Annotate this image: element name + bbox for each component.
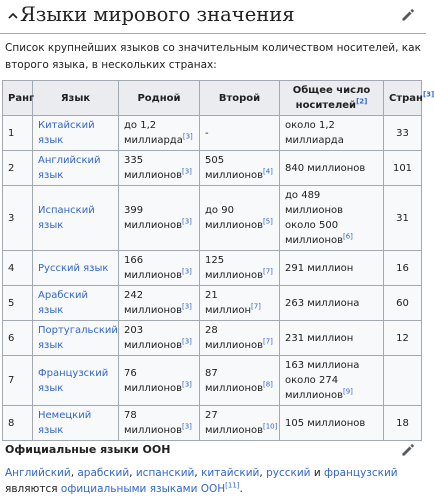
table-header-row <box>3 81 422 116</box>
total-cell <box>280 321 384 356</box>
native-value-wrap <box>124 168 194 183</box>
native-value-wrap <box>124 338 194 353</box>
language-cell <box>33 286 119 321</box>
footnote-ref[interactable]: [3] <box>182 422 192 431</box>
footnote-ref[interactable]: [10] <box>263 422 278 431</box>
language-cell <box>33 406 119 441</box>
second-cell <box>200 151 280 186</box>
section-title: Языки мирового значения <box>20 3 295 26</box>
footnote-ref[interactable]: [3] <box>182 302 192 311</box>
second-cell <box>200 406 280 441</box>
total-cell <box>280 286 384 321</box>
countries-cell: 16 <box>384 251 422 286</box>
table-row <box>3 186 422 251</box>
separator: , <box>194 467 202 479</box>
total-value-line: 291 миллион <box>285 262 354 274</box>
header-countries-label: Стран <box>389 92 423 104</box>
native-value-line: миллионов <box>124 340 182 351</box>
countries-cell: 31 <box>384 186 422 251</box>
header-second[interactable]: Второй <box>200 81 280 116</box>
second-value-line: миллионов <box>205 220 263 231</box>
second-cell <box>200 321 280 356</box>
native-value-line: миллионов <box>124 170 182 181</box>
total-cell <box>280 406 384 441</box>
second-value-line: миллионов <box>205 170 263 181</box>
language-link[interactable]: Французский язык <box>38 367 109 394</box>
native-value-line: 242 <box>124 290 144 301</box>
footnote-ref[interactable]: [2] <box>356 97 368 106</box>
native-cell <box>119 356 200 406</box>
language-cell <box>33 321 119 356</box>
language-cell <box>33 116 119 151</box>
language-link[interactable]: Португальский язык <box>38 325 118 351</box>
lang-link[interactable]: испанский <box>135 467 195 479</box>
native-cell <box>119 251 200 286</box>
second-value-line: 505 <box>205 155 225 166</box>
un-languages-paragraph <box>5 465 415 497</box>
second-value-line: 125 <box>205 255 225 266</box>
pencil-icon[interactable] <box>400 7 416 23</box>
language-link[interactable]: Испанский язык <box>38 205 95 231</box>
total-value-wrap <box>285 388 378 403</box>
total-value-line: 840 миллионов <box>285 162 366 174</box>
native-value-line: 203 <box>124 325 144 336</box>
native-value-line: 335 <box>124 155 144 166</box>
rank-cell: 1 <box>3 116 33 151</box>
separator: , <box>259 467 267 479</box>
second-cell <box>200 251 280 286</box>
section-divider <box>0 33 426 34</box>
second-value-wrap <box>205 338 274 353</box>
header-total-label: Общее число носителей <box>292 85 371 111</box>
native-value-line: 166 <box>124 255 144 266</box>
rank-cell: 2 <box>3 151 33 186</box>
language-cell <box>33 356 119 406</box>
second-cell <box>200 186 280 251</box>
rank-cell: 7 <box>3 356 33 406</box>
native-value-line: миллионов <box>124 425 182 436</box>
countries-cell: 12 <box>384 321 422 356</box>
native-value-wrap <box>124 268 194 283</box>
section-header[interactable] <box>0 0 426 34</box>
conjunction: и <box>310 467 324 479</box>
total-value-line: до 489 миллионов <box>285 190 343 216</box>
table-row <box>3 151 422 186</box>
native-value-wrap <box>124 423 194 438</box>
lang-link[interactable]: французский <box>323 467 398 479</box>
text-end: . <box>239 483 243 495</box>
total-cell <box>280 151 384 186</box>
total-cell <box>280 116 384 151</box>
language-link[interactable]: Немецкий язык <box>38 410 92 436</box>
total-value-line: миллиарда <box>285 135 344 146</box>
total-value-line: миллионов <box>285 235 343 246</box>
total-value-line: 163 миллиона <box>285 360 360 371</box>
languages-table <box>2 80 434 441</box>
total-value-line: 231 миллион <box>285 332 354 344</box>
chevron-up-icon[interactable] <box>6 9 20 23</box>
total-value-line: 105 миллионов <box>285 417 366 429</box>
total-value-line: около 500 <box>285 220 339 231</box>
countries-cell <box>384 356 422 406</box>
native-cell <box>119 186 200 251</box>
native-value-wrap <box>124 303 194 318</box>
total-value-line: около 1,2 <box>285 120 335 131</box>
footnote-ref[interactable]: [7] <box>263 337 273 346</box>
table-row <box>3 251 422 286</box>
text-tail: являются <box>5 483 61 495</box>
total-value-line: около 274 <box>285 375 339 386</box>
second-value-line: 21 миллион <box>205 290 251 316</box>
table-row <box>3 356 422 406</box>
footnote-ref[interactable]: [11] <box>225 481 240 490</box>
second-value-line: миллионов <box>205 270 263 281</box>
language-link[interactable]: Английский язык <box>38 155 101 181</box>
second-value-line: 28 <box>205 325 218 336</box>
total-cell <box>280 356 384 406</box>
footnote-ref[interactable]: [3] <box>182 380 192 389</box>
countries-cell: 33 <box>384 116 422 151</box>
total-cell <box>280 251 384 286</box>
native-value-line: миллионов <box>124 382 182 394</box>
native-value-line: миллиарда <box>124 135 183 146</box>
rank-cell: 6 <box>3 321 33 356</box>
table-row <box>3 286 422 321</box>
footnote-ref[interactable]: [3] <box>182 167 192 176</box>
second-value-line: 27 <box>205 410 218 421</box>
language-link[interactable]: Китайский язык <box>38 120 95 146</box>
footnote-ref[interactable]: [9] <box>343 387 353 396</box>
second-value-wrap <box>205 218 274 233</box>
footnote-ref[interactable]: [8] <box>263 380 273 389</box>
native-value-line: 399 <box>124 205 144 216</box>
native-value-wrap <box>124 133 194 148</box>
second-value-line: 87 <box>205 367 218 379</box>
language-cell <box>33 251 119 286</box>
second-cell <box>200 116 280 151</box>
rank-cell: 8 <box>3 406 33 441</box>
countries-cell: 101 <box>384 151 422 186</box>
table-row <box>3 406 422 441</box>
native-value-wrap <box>124 381 194 396</box>
footnote-ref[interactable]: [4] <box>263 167 273 176</box>
pencil-icon[interactable] <box>400 442 416 458</box>
second-cell <box>200 356 280 406</box>
header-language[interactable]: Язык <box>33 81 119 116</box>
second-value-wrap <box>205 422 278 438</box>
table-row <box>3 116 422 151</box>
intro-paragraph: Список крупнейших языков со значительным количеством носителей, как второго языка, в нескольких странах: <box>5 42 421 71</box>
second-value-wrap <box>205 381 274 396</box>
second-cell <box>200 286 280 321</box>
header-native[interactable]: Родной <box>119 81 200 116</box>
official-languages-link[interactable]: официальными языками ООН <box>60 483 226 495</box>
second-value-wrap <box>205 268 274 283</box>
countries-cell: 60 <box>384 286 422 321</box>
footnote-ref[interactable]: [3] <box>182 217 192 226</box>
footnote-ref[interactable]: [7] <box>250 302 261 311</box>
language-link[interactable]: Арабский язык <box>38 290 89 316</box>
footnote-ref[interactable]: [6] <box>343 232 353 241</box>
footnote-ref[interactable]: [3] <box>182 267 192 276</box>
total-value-line: 263 миллиона <box>285 297 360 309</box>
language-cell <box>33 186 119 251</box>
lang-link[interactable]: Английский <box>5 467 71 479</box>
second-value-wrap <box>205 168 274 183</box>
language-link[interactable]: Русский язык <box>38 262 109 274</box>
native-cell <box>119 286 200 321</box>
table-row <box>3 321 422 356</box>
native-cell <box>119 406 200 441</box>
separator: , <box>70 467 78 479</box>
lang-link[interactable]: русский <box>266 467 311 479</box>
second-value-line: миллионов <box>205 425 263 436</box>
rank-cell: 4 <box>3 251 33 286</box>
native-value-line: до 1,2 <box>124 120 157 131</box>
footnote-ref[interactable]: [3] <box>422 90 434 99</box>
native-cell <box>119 321 200 356</box>
un-languages-title: Официальные языки ООН <box>5 443 171 456</box>
second-value-wrap <box>205 288 274 318</box>
rank-cell: 3 <box>3 186 33 251</box>
native-value-line: миллионов <box>124 305 182 316</box>
header-total[interactable] <box>280 81 384 116</box>
native-value-wrap <box>124 218 194 233</box>
language-cell <box>33 151 119 186</box>
second-value-line: миллионов <box>205 340 263 351</box>
countries-cell: 18 <box>384 406 422 441</box>
header-rank[interactable]: Ранг <box>3 81 33 116</box>
lang-link[interactable]: китайский <box>201 467 260 479</box>
native-cell <box>119 116 200 151</box>
separator: , <box>129 467 136 479</box>
native-value-line: миллионов <box>124 220 182 231</box>
native-value-line: 76 <box>124 367 137 379</box>
native-cell <box>119 151 200 186</box>
second-value-line: - <box>205 127 209 139</box>
native-value-line: миллионов <box>124 270 182 281</box>
total-cell <box>280 186 384 251</box>
total-value-line: миллионов <box>285 390 343 401</box>
rank-cell: 5 <box>3 286 33 321</box>
footnote-ref[interactable]: [7] <box>263 267 273 276</box>
native-value-line: 78 <box>124 410 137 421</box>
second-value-line: до 90 <box>205 205 234 216</box>
footnote-ref[interactable]: [5] <box>263 217 273 226</box>
lang-link[interactable]: арабский <box>77 467 130 479</box>
header-countries[interactable] <box>384 81 434 116</box>
footnote-ref[interactable]: [3] <box>182 337 192 346</box>
footnote-ref[interactable]: [3] <box>182 132 193 141</box>
total-value-wrap <box>285 233 378 248</box>
second-value-line: миллионов <box>205 382 263 394</box>
